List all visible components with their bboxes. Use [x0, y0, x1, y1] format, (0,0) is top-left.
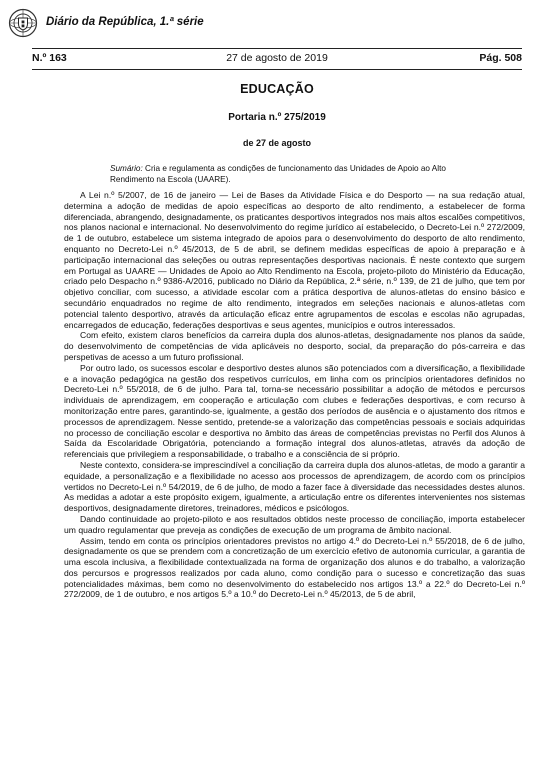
section-heading: EDUCAÇÃO [240, 82, 314, 96]
body-text [64, 190, 525, 600]
issue-date: 27 de agosto de 2019 [226, 52, 328, 64]
portaria-title: Portaria n.º 275/2019 [228, 112, 326, 123]
paragraph: Assim, tendo em conta os princípios orientadores previstos no artigo 4.º do Decreto-Lei n.º 55/2018, de 6 de julho, designadamente os que se prendem com a concretização de um exercício efetivo de autonomia curricular, a garantia de uma escola inclusiva, a flexibilidade contextualizada na forma de organização dos alunos e do trabalho, a valorização dos percursos e progressos realizados por cada aluno, como condição para o sucesso e concretização das suas potencialidades máximas, bem como no desenvolvimento do estabelecido nos artigos 13.º a 22.º do Decreto-Lei n.º 272/2009, de 1 de outubro, e nos artigos 5.º a 10.º do Decreto-Lei n.º 45/2013, de 5 de abril, [64, 535, 525, 600]
header-rule-top [32, 48, 522, 49]
paragraph: Com efeito, existem claros benefícios da carreira dupla dos alunos-atletas, designadamente nos planos da saúde, do desenvolvimento de competências de vida aplicáveis no desporto, social, da preparação do pós-carreira e das perspetivas de acesso a um futuro profissional. [64, 330, 525, 362]
portaria-date: de 27 de agosto [242, 138, 312, 148]
summary-label: Sumário: [110, 164, 143, 173]
paragraph: A Lei n.º 5/2007, de 16 de janeiro — Lei de Bases da Atividade Física e do Desporto — na sua redação atual, determina a adoção de medidas de apoio específicas ao desporto de alto rendimento, a estabelecer de forma diferenciada, abrangendo, designadamente, os praticantes desportivos integrados nos mais altos escalões competitivos, nos planos nacional e internacional. No desenvolvimento do regime jurídico aí estabelecido, o Decreto-Lei n.º 272/2009, de 1 de outubro, estabelece um sistema integrado de apoios para o desenvolvimento do desporto de alto rendimento, enquanto no Decreto-Lei n.º 45/2013, de 5 de abril, se definem medidas específicas de apoio à preparação e à participação internacional das seleções ou outras representações desportivas nacionais. É neste contexto que surgem em Portugal as UAARE — Unidades de Apoio ao Alto Rendimento na Escola, projeto-piloto do Ministério da Educação, criado pelo Despacho n.º 9386-A/2016, publicado no Diário da República, 2.ª série, n.º 139, de 21 de julho, que tem por objetivo conciliar, com sucesso, a atividade escolar com a prática desportiva de alunos-atletas do ensino básico e secundário enquadrados no regime de alto rendimento, integrados em seleções nacionais e alunos-atletas com potencial talento desportivo, através da articulação eficaz entre agrupamentos de escolas e escolas não agrupadas, encarregados de educação, federações desportivas e seus agentes, municípios e outros interessados. [64, 190, 525, 330]
page-number: Pág. 508 [479, 52, 522, 64]
journal-title: Diário da República, 1.ª série [46, 16, 204, 28]
page-header [6, 6, 548, 40]
issue-number: N.º 163 [32, 52, 67, 64]
paragraph: Dando continuidade ao projeto-piloto e aos resultados obtidos neste processo de conciliação, importa estabelecer um quadro regulamentar que preveja as condições de execução de um programa de âmbito nacional. [64, 513, 525, 535]
summary-text: Cria e regulamenta as condições de funcionamento das Unidades de Apoio ao Alto Rendimento na Escola (UAARE). [110, 164, 446, 184]
summary [110, 164, 490, 185]
header-rule-bottom [32, 69, 522, 70]
paragraph: Por outro lado, os sucessos escolar e desportivo destes alunos são potenciados com a diversificação, a flexibilidade e a inovação pedagógica na gestão dos respetivos currículos, em linha com os princípios orientadores definidos no Decreto-Lei n.º 55/2018, de 6 de julho. Para tal, torna-se necessário possibilitar a adoção de métodos e percursos individuais de aprendizagem, em cooperação e articulação com clubes e federações desportivas, e com recurso à monitorização entre pares, garantindo-se, igualmente, a gestão dos períodos de ausência e o ajustamento dos ritmos e processos de aprendizagem. Nesse sentido, pretende-se a valorização das competências pessoais e sociais adquiridas no processo de conciliação escolar e desportiva no âmbito das áreas de competências previstas no Perfil dos Alunos à Saída da Escolaridade Obrigatória, potenciando a formação integral dos alunos-atletas, através da adoção de referenciais que privilegiem a responsabilidade, o trabalho e a consciência de si próprio. [64, 362, 525, 460]
paragraph: Neste contexto, considera-se imprescindível a conciliação da carreira dupla dos alunos-atletas, de modo a garantir a equidade, a personalização e a flexibilidade no acesso aos processos de aprendizagem, de acordo com os princípios vertidos no Decreto-Lei n.º 54/2019, de 6 de julho, de modo a fazer face à diversidade das necessidades destes alunos. As medidas a adotar a este propósito exigem, igualmente, a articulação entre os diferentes intervenientes nos sistemas desportivos, designadamente diretores, treinadores, médicos e psicólogos. [64, 459, 525, 514]
issue-bar [32, 52, 522, 66]
coat-of-arms-icon [8, 8, 38, 38]
